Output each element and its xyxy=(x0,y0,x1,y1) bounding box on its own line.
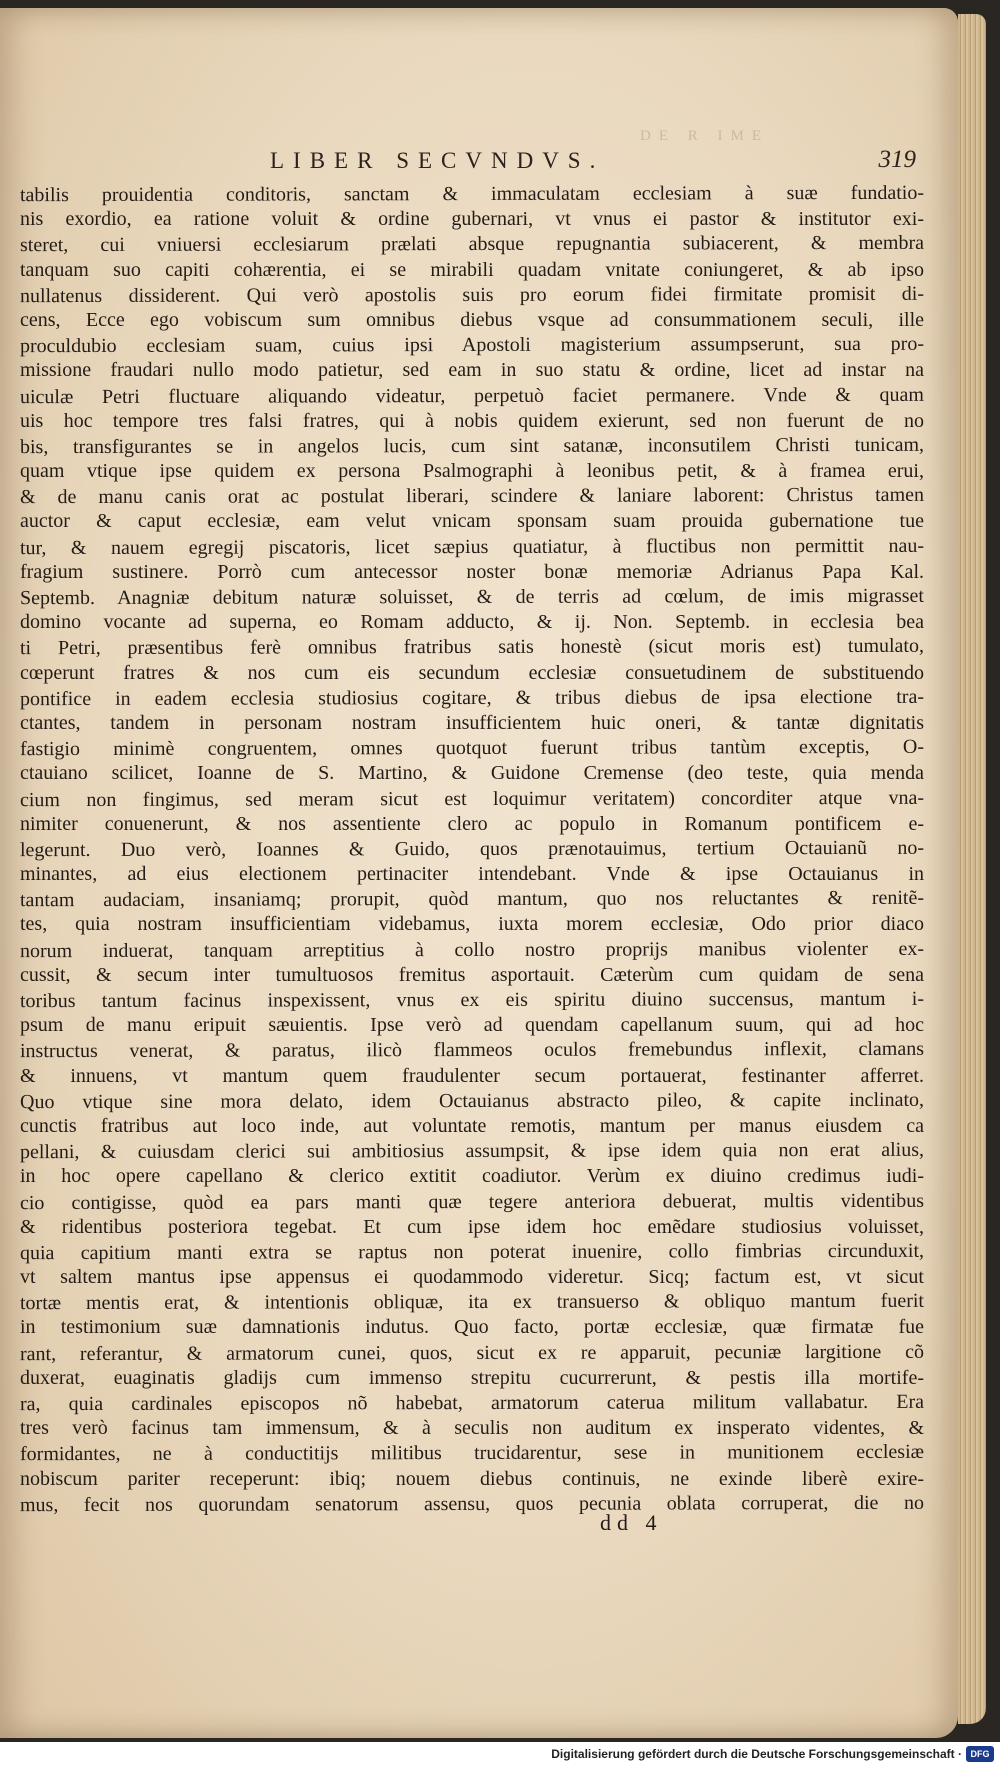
text-line: duxerat, euaginatis gladijs cum immenso strepitu cucurrerunt, & pestis illa mortife- xyxy=(20,1366,924,1389)
text-line: uiculæ Petri fluctuare aliquando videatur, perpetuò faciet permanere. Vnde & quam xyxy=(20,383,924,408)
text-line: nobiscum pariter receperunt: ibiq; nouem diebus continuis, ne exinde liberè exire- xyxy=(20,1467,924,1490)
footer-bar xyxy=(0,1742,1000,1769)
text-line: uis hoc tempore tres falsi fratres, qui à nobis quidem exierunt, sed non fuerunt de no xyxy=(20,409,924,432)
text-line: auctor & caput ecclesiæ, eam velut vnicam sponsam suam prouida gubernatione tue xyxy=(20,510,924,533)
text-line: tantam audaciam, insaniamq; prorupit, quòd mantum, quo nos reluctantes & renitẽ- xyxy=(20,887,924,912)
text-line: legerunt. Duo verò, Ioannes & Guido, quos prænotauimus, tertium Octauianũ no- xyxy=(20,836,924,862)
text-line: tortæ mentis erat, & intentionis obliquæ, ita ex transuerso & obliquo mantum fuerit xyxy=(20,1290,924,1315)
text-line: in hoc opere capellano & clerico extitit coadiutor. Verùm ex diuino credimus iudi- xyxy=(20,1165,924,1188)
text-line: steret, cui vniuersi ecclesiarum prælati absque repugnantia subiacerent, & membra xyxy=(20,232,924,257)
dfg-logo: DFG xyxy=(966,1746,994,1762)
text-line: Quo vtique sine mora delato, idem Octauianus abstracto pileo, & capite inclinato, xyxy=(20,1088,924,1113)
text-line: Septemb. Anagniæ debitum naturæ soluisset, & de terris ad cœlum, de imis migrasset xyxy=(20,584,924,610)
text-line: domino vocante ad superna, eo Romam adducto, & ij. Non. Septemb. in ecclesia bea xyxy=(20,611,924,634)
running-title: LIBER SECVNDVS. xyxy=(270,148,605,173)
text-line: tres verò facinus tam immensum, & à seculis non auditum ex insperato videntes, & xyxy=(20,1417,924,1440)
text-line: toribus tantum facinus inspexissent, vnus ex eis spiritu diuino succensus, mantum i- xyxy=(20,987,924,1013)
page-number: 319 xyxy=(878,146,916,173)
text-line: minantes, ad eius electionem pertinaciter intendebant. Vnde & ipse Octauianus in xyxy=(20,863,924,886)
text-line: proculdubio ecclesiam suam, cuius ipsi Apostoli magisterium assumpserunt, sua pro- xyxy=(20,332,924,358)
text-line: missione fraudari nullo modo patietur, sed eam in suo statu & ordine, licet ad instar na xyxy=(20,359,924,382)
text-line: rant, referantur, & armatorum cunei, quos, sicut ex re apparuit, pecuniæ largitione cõ xyxy=(20,1340,924,1365)
bleed-through-text: DE R IME xyxy=(640,128,769,144)
page-edges xyxy=(958,14,986,1724)
text-line: vt saltem mantus ipse appensus ei quodammodo videretur. Sicq; factum est, vt sicut xyxy=(20,1266,924,1289)
text-line: cium non fingimus, sed meram sicut est loquimur veritatem) concorditer atque vna- xyxy=(20,786,924,811)
text-line: nis exordio, ea ratione voluit & ordine gubernari, vt vnus ei pastor & institutor exi- xyxy=(20,208,924,231)
text-line: mus, fecit nos quorundam senatorum assensu, quos pecunia oblata corruperat, die no xyxy=(20,1491,924,1516)
text-line: & innuens, vt mantum quem fraudulenter secum portauerat, festinanter afferret. xyxy=(20,1064,924,1087)
text-line: fastigio minimè congruentem, omnes quotquot fuerunt tribus tantùm exceptis, O- xyxy=(20,735,924,761)
text-line: & ridentibus posteriora tegebat. Et cum ipse idem hoc emẽdare studiosius voluisset, xyxy=(20,1215,924,1238)
text-line: & de manu canis orat ac postulat liberari, scindere & laniare laborent: Christus tamen xyxy=(20,484,924,509)
text-line: ti Petri, præsentibus ferè omnibus fratribus satis honestè (sicut moris est) tumulato, xyxy=(20,635,924,660)
signature-mark: dd 4 xyxy=(600,1510,663,1535)
text-line: nimiter conuenerunt, & nos assentiente clero ac populo in Romanum pontificem e- xyxy=(20,812,924,835)
text-line: cunctis fratribus aut loco inde, aut voluntate remotis, mantum per manus eiusdem ca xyxy=(20,1114,924,1137)
text-line: norum induerat, tanquam arreptitius à collo nostro proprijs manibus violenter ex- xyxy=(20,937,924,962)
text-line: tes, quia nostram insufficientiam videbamus, iuxta morem ecclesiæ, Odo prior diaco xyxy=(20,913,924,936)
text-line: ra, quia cardinales episcopos nõ habebat, armatorum caterua militum vallabatur. Era xyxy=(20,1390,924,1416)
text-line: cussit, & secum inter tumultuosos fremitus asportauit. Cæterùm cum quidam de sena xyxy=(20,963,924,986)
text-line: pontifice in eadem ecclesia studiosius cogitare, & tribus diebus de ipsa electione tra- xyxy=(20,685,924,710)
footer-credit: Digitalisierung gefördert durch die Deutsche Forschungsgemeinschaft · xyxy=(551,1747,962,1761)
text-line: instructus venerat, & paratus, ilicò flammeos oculos fremebundus inflexit, clamans xyxy=(20,1038,924,1063)
text-line: nullatenus dissiderent. Qui verò apostolis suis pro eorum fidei firmitate promisit di- xyxy=(20,282,924,307)
text-line: bis, transfigurantes se in angelos lucis, cum sint satanæ, inconsutilem Christi tunicam, xyxy=(20,433,924,459)
text-line: cens, Ecce ego vobiscum sum omnibus diebus vsque ad consummationem seculi, ille xyxy=(20,308,924,331)
text-line: tabilis prouidentia conditoris, sanctam & immaculatam ecclesiam à suæ fundatio- xyxy=(20,181,924,207)
text-line: quia capitium manti extra se raptus non poterat inuenire, collo fimbrias circunduxit, xyxy=(20,1239,924,1265)
text-line: fragium sustinere. Porrò cum antecessor noster bonæ memoriæ Adrianus Papa Kal. xyxy=(20,560,924,583)
text-line: ctauiano scilicet, Ioanne de S. Martino, & Guidone Cremense (deo teste, quia menda xyxy=(20,762,924,785)
text-line: psum de manu eripuit sæuientis. Ipse verò ad quendam capellanum suum, qui ad hoc xyxy=(20,1014,924,1037)
body-text xyxy=(20,182,924,1517)
text-line: in testimonium suæ damnationis indutus. Quo facto, portæ ecclesiæ, quæ firmatæ fue xyxy=(20,1316,924,1339)
text-line: formidantes, ne à conductitijs militibus trucidarentur, sese in munitionem ecclesiæ xyxy=(20,1441,924,1466)
text-line: ctantes, tandem in personam nostram insufficientem huic oneri, & tantæ dignitatis xyxy=(20,711,924,734)
text-line: quam vtique ipse quidem ex persona Psalmographi à leonibus petit, & à framea erui, xyxy=(20,460,924,483)
text-line: tur, & nauem egregij piscatoris, licet sæpius quatiatur, à fluctibus non permittit nau- xyxy=(20,534,924,559)
text-line: tanquam suo capiti cohærentia, ei se mirabili quadam vnitate coniungeret, & ab ipso xyxy=(20,258,924,281)
text-line: pellani, & cuiusdam clerici sui ambitiosius assumpsit, & ipse idem quia non erat alius, xyxy=(20,1138,924,1164)
text-line: cio contigisse, quòd ea pars manti quæ tegere anteriora debuerat, multis videntibus xyxy=(20,1189,924,1214)
text-line: cœperunt fratres & nos cum eis secundum ecclesiæ consuetudinem de substituendo xyxy=(20,661,924,684)
